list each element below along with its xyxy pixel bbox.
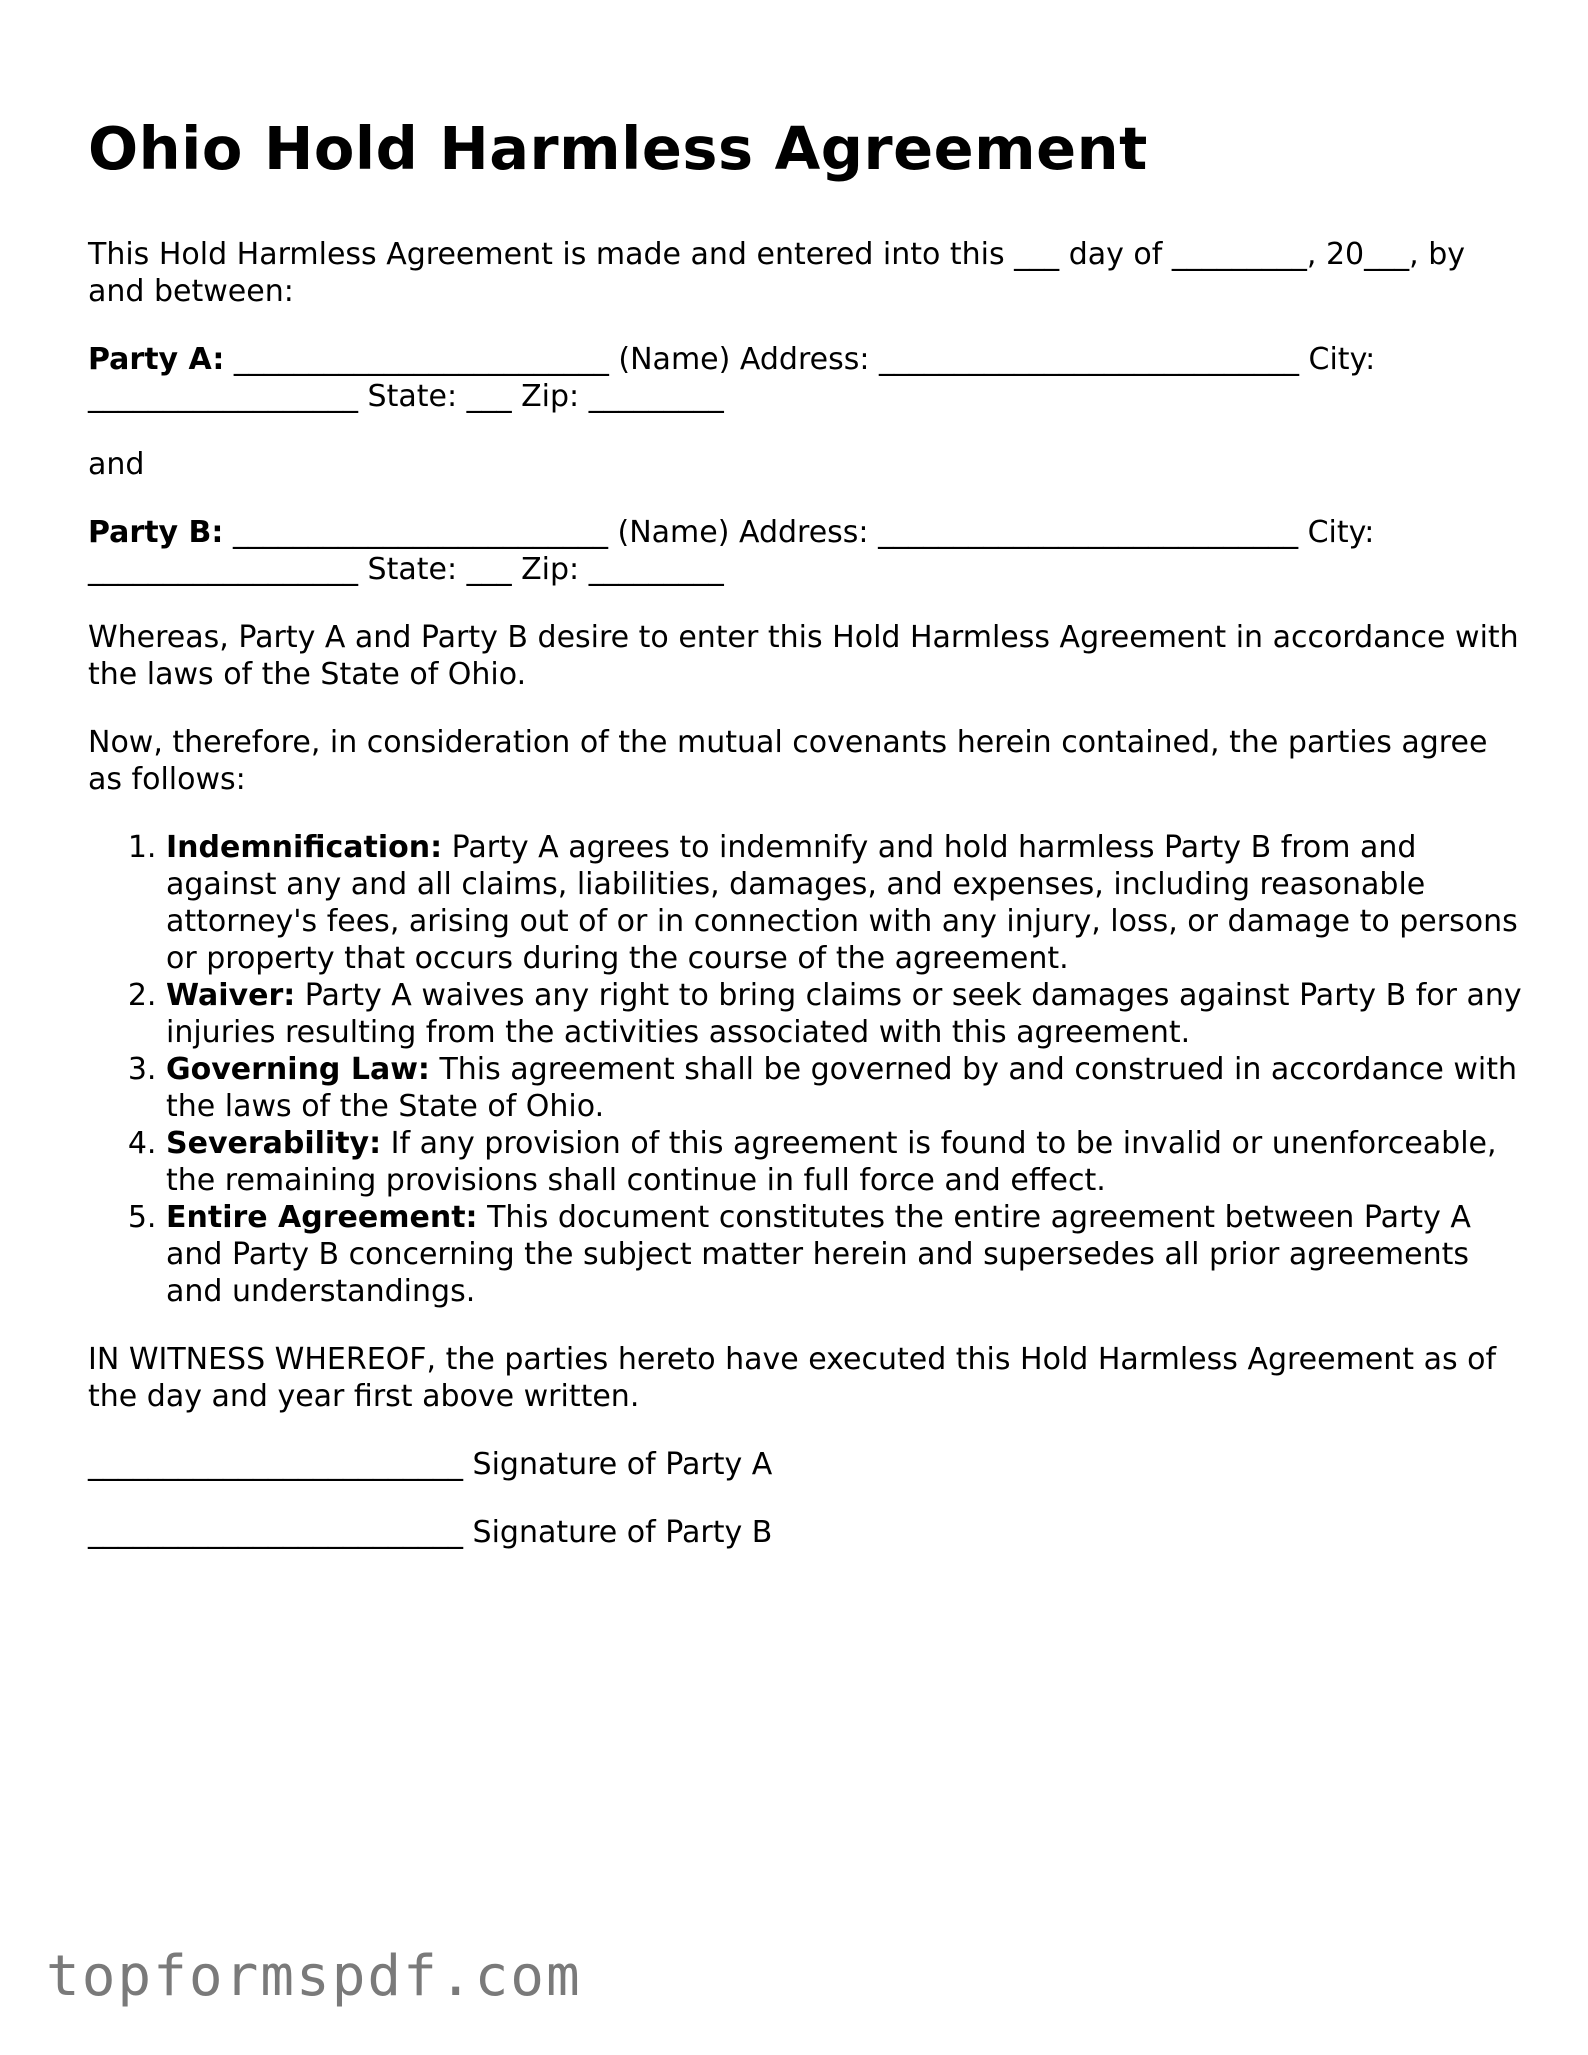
clause-text: This document constitutes the entire agreement between Party A and Party B concerning the subject matter herein and supersedes all prior agreements and understandings. bbox=[166, 1200, 1471, 1309]
party-a-fields: _________________________ (Name) Address: ____________________________ City: __________________ State: ___ Zip: _________ bbox=[88, 342, 1376, 414]
witness-paragraph: IN WITNESS WHEREOF, the parties hereto have executed this Hold Harmless Agreement as of the day and year first above written. bbox=[88, 1342, 1497, 1414]
clause-text: Party A waives any right to bring claims or seek damages against Party B for any injuries resulting from the activities associated with this agreement. bbox=[166, 978, 1522, 1050]
clause-text: This agreement shall be governed by and construed in accordance with the laws of the State of Ohio. bbox=[166, 1052, 1517, 1124]
clause-item bbox=[166, 1199, 1528, 1310]
clause-title: Governing Law: bbox=[166, 1052, 430, 1087]
signature-line-party-a: _________________________ Signature of Party A bbox=[88, 1447, 773, 1482]
party-a-label: Party A: bbox=[88, 342, 225, 377]
clause-item bbox=[166, 977, 1528, 1051]
clauses-list bbox=[88, 829, 1528, 1310]
clause-title: Indemnification: bbox=[166, 830, 443, 865]
now-therefore-paragraph: Now, therefore, in consideration of the mutual covenants herein contained, the parties agree as follows: bbox=[88, 725, 1488, 797]
page-title: Ohio Hold Harmless Agreement bbox=[88, 114, 1148, 183]
clause-text: Party A agrees to indemnify and hold harmless Party B from and against any and all claims, liabilities, damages, and expenses, including reasonable attorney's fees, arising out of or in connection with any injury, loss, or damage to persons or property that occurs during the course of the agreement. bbox=[166, 830, 1518, 976]
document-page bbox=[88, 108, 1528, 1551]
clause-text: If any provision of this agreement is found to be invalid or unenforceable, the remaining provisions shall continue in full force and effect. bbox=[166, 1126, 1497, 1198]
watermark-text: topformspdf.com bbox=[46, 1944, 582, 2009]
clause-item bbox=[166, 1125, 1528, 1199]
clause-item bbox=[166, 829, 1528, 977]
clause-title: Severability: bbox=[166, 1126, 382, 1161]
whereas-paragraph: Whereas, Party A and Party B desire to enter this Hold Harmless Agreement in accordance with the laws of the State of Ohio. bbox=[88, 620, 1519, 692]
signature-line-party-b: _________________________ Signature of Party B bbox=[88, 1515, 773, 1550]
party-a-block bbox=[88, 341, 1528, 415]
and-text: and bbox=[88, 447, 145, 482]
party-b-block bbox=[88, 514, 1528, 588]
clause-item bbox=[166, 1051, 1528, 1125]
party-b-fields: _________________________ (Name) Address: ____________________________ City: __________________ State: ___ Zip: _________ bbox=[88, 515, 1375, 587]
clause-title: Entire Agreement: bbox=[166, 1200, 478, 1235]
clause-title: Waiver: bbox=[166, 978, 296, 1013]
intro-paragraph: This Hold Harmless Agreement is made and entered into this ___ day of _________, 20___, by and between: bbox=[88, 237, 1465, 309]
party-b-label: Party B: bbox=[88, 515, 224, 550]
